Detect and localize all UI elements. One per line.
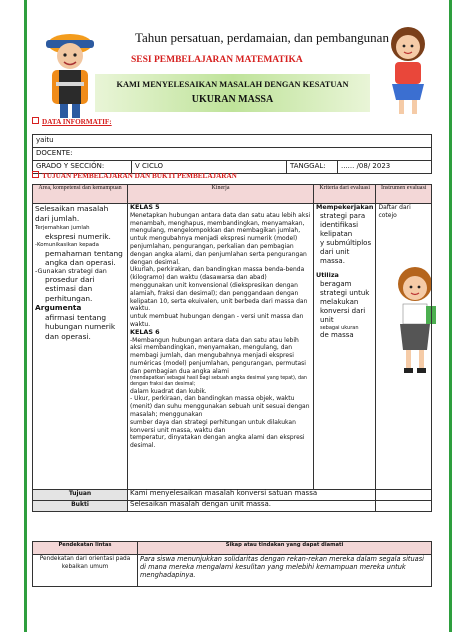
pendekatan-cell: Pendekatan dari orientasi pada kebaikan umum bbox=[33, 555, 138, 587]
checkbox-icon bbox=[32, 117, 39, 124]
header-area: Area, kompetensi dan kemampuan bbox=[33, 185, 128, 204]
info-row-yaitu: yaitu bbox=[33, 135, 432, 148]
info-date-label: TANGGAL: bbox=[287, 161, 338, 174]
subject-heading: SESI PEMBELAJARAN MATEMATIKA bbox=[131, 55, 303, 65]
info-grade-label: GRADO Y SECCIÓN: bbox=[33, 161, 132, 174]
competency-cell: Selesaikan masalah dari jumlah. Terjemahkan jumlah ekspresi numerik. -Komunikasikan kepada pemahaman tentang angka dan operasi. -Gunakan strategi dan prosedur dari estimasi dan perhitungan. Argumenta afirmasi tentang hubungan numerik dan operasi. bbox=[33, 204, 128, 490]
header-kriteria: Kriteria dari evaluasi bbox=[314, 185, 376, 204]
title-line-1: KAMI MENYELESAIKAN MASALAH DENGAN KESATUAN bbox=[116, 80, 349, 89]
header-instrumen: Instrumen evaluasi bbox=[376, 185, 432, 204]
title-line-2: UKURAN MASSA bbox=[191, 94, 274, 105]
instrumen-cell: Daftar dari cotejo bbox=[376, 204, 432, 490]
tujuan-value: Kami menyelesaikan masalah konversi satuan massa bbox=[128, 490, 376, 501]
section-tujuan: TUJUAN PEMBELAJARAN DAN BUKTI PEMBELAJARAN bbox=[32, 171, 237, 180]
learning-table bbox=[32, 184, 432, 512]
info-grade-value: V CICLO bbox=[132, 161, 287, 174]
checkbox-icon bbox=[32, 171, 39, 178]
kriteria-cell: Mempekerjakan strategi para identifikasi kelipatan y submúltiplos dari unit massa. Utiliza beragam strategi untuk melakukan konversi dari unit sebagai ukuran de massa bbox=[314, 204, 376, 490]
title-banner bbox=[95, 74, 370, 112]
kinerja-cell: KELAS 5 Menetapkan hubungan antara data dan satu atau lebih aksi menambah, menghapus, membandingkan, menyamakan, mengulang, mengelompokkan dan membagikan jumlah, untuk mengubahnya menjadi ekspresi numerik (model) penjumlahan, pengurangan, perkalian dan pembagian dengan angka alami, dan penjumlahan serta pengurangan dengan desimal. Ukurlah, perkirakan, dan bandingkan massa benda-benda (kilogramo) dan waktu (dasawarsa dan abad) menggunakan unit konvensional (diekspresikan dengan alamiah, fraksi dan desimal); dan penggandaan dengan kelipatan 10, serta ekuivalen, unit berbeda dari massa dan waktu. untuk membuat hubungan dengan - versi unit massa dan waktu. KELAS 6 -Membangun hubungan antara data dan satu atau lebih aksi membandingkan, menyamakan, mengulang, dan membagi jumlah, dan mengubahnya menjadi ekspresi numéricas (model) penjumlahan, pengurangan, permutasi dan pembagian dua angka alami (mendapatkan sebagai hasil bagi sebuah angka desimal yang tepat), dan dengan fraksi dan desimal; dalam kuadrat dan kubik. - Ukur, perkiraan, dan bandingkan massa objek, waktu (menit) dan suhu menggunakan sebuah unit sesuai dengan masalah; menggunakan sumber daya dan strategi perhitungan untuk dilakukan konversi unit massa, waktu dan temperatur, dinyatakan dengan angka alami dan ekspresi desimal. bbox=[128, 204, 314, 490]
motto-text: Tahun persatuan, perdamaian, dan pembangunan bbox=[135, 30, 389, 45]
section-informatif: DATA INFORMATIF: bbox=[32, 117, 112, 126]
info-table bbox=[32, 134, 432, 174]
info-row-docente: DOCENTE: bbox=[33, 148, 432, 161]
bukti-label: Bukti bbox=[33, 501, 128, 512]
bukti-value: Selesaikan masalah dengan unit massa. bbox=[128, 501, 376, 512]
transversal-table bbox=[32, 541, 432, 587]
header-pendekatan: Pendekatan lintas bbox=[33, 542, 138, 555]
tujuan-label: Tujuan bbox=[33, 490, 128, 501]
info-date-value: ...... /08/ 2023 bbox=[338, 161, 432, 174]
sikap-cell: Para siswa menunjukkan solidaritas dengan rekan-rekan mereka dalam segala situasi di mana mereka mengalami kesulitan yang melebihi kemampuan mereka untuk menghadapinya. bbox=[138, 555, 432, 587]
header-kinerja: Kinerja bbox=[128, 185, 314, 204]
header-sikap: Sikap atau tindakan yang dapat diamati bbox=[138, 542, 432, 555]
